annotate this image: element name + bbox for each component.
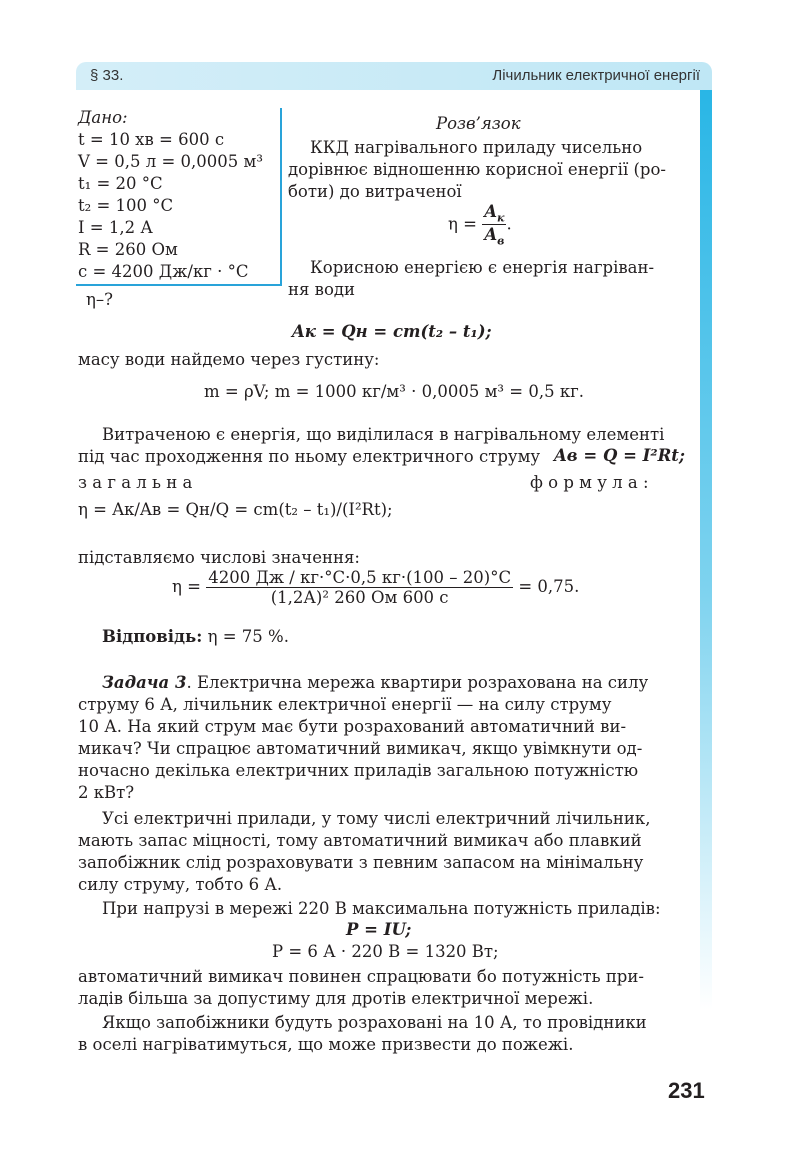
av-formula: Aв = Q = I²Rt; xyxy=(554,446,686,465)
solution-line: ККД нагрівального приладу чисельно xyxy=(310,138,643,157)
task3-line: 2 кВт? xyxy=(78,783,135,802)
solution-line: Корисною енергією є енергія нагріван- xyxy=(310,258,655,277)
section-topic: Лічильник електричної енергії xyxy=(492,67,700,84)
given-line: t = 10 хв = 600 с xyxy=(78,130,225,149)
eta-numeric-formula xyxy=(172,568,579,607)
body-line: ладів більша за допустиму для дротів електричної мережі. xyxy=(78,989,594,1008)
body-line: При напрузі в мережі 220 В максимальна потужність приладів: xyxy=(102,899,661,918)
eta-numeric-den: (1,2А)² 260 Ом 600 с xyxy=(270,588,449,607)
power-calc-formula: P = 6 А · 220 В = 1320 Вт; xyxy=(272,942,499,961)
page-number: 231 xyxy=(668,1078,705,1103)
eta-den: A xyxy=(484,225,498,245)
given-line: V = 0,5 л = 0,0005 м³ xyxy=(78,152,263,171)
eta-end: . xyxy=(506,214,512,234)
given-line: R = 260 Ом xyxy=(78,240,178,259)
eta-lhs: η = xyxy=(448,214,477,234)
given-line: t₂ = 100 °С xyxy=(78,196,174,215)
given-title: Дано: xyxy=(78,108,128,127)
ak-formula: Aк = Qн = cm(t₂ – t₁); xyxy=(292,322,492,341)
answer-value: η = 75 %. xyxy=(207,627,289,646)
eta-numeric-num: 4200 Дж / кг·°С·0,5 кг·(100 – 20)°С xyxy=(208,568,512,587)
task3-line: 10 А. На який струм має бути розрахований автоматичний ви- xyxy=(78,717,627,736)
body-line: мають запас міцності, тому автоматичний вимикач або плавкий xyxy=(78,831,642,850)
answer xyxy=(102,626,289,647)
eta-numeric-fraction xyxy=(206,568,513,607)
general-word: з а г а л ь н а xyxy=(78,473,193,492)
section-number: § 33. xyxy=(90,67,124,84)
solution-line: ня води xyxy=(288,280,356,299)
task3-first-line: Задача 3. Електрична мережа квартири розрахована на силу xyxy=(102,673,649,692)
eta-numeric-result: = 0,75. xyxy=(518,577,580,596)
task3-label: Задача 3 xyxy=(102,673,187,692)
given-line: I = 1,2 А xyxy=(78,218,153,237)
eta-den-sub: в xyxy=(497,234,505,248)
mass-intro: масу води найдемо через густину: xyxy=(78,350,380,369)
eta-symbol: η = xyxy=(172,577,201,596)
body-line: автоматичний вимикач повинен спрацювати бо потужність при- xyxy=(78,967,644,986)
solution-title: Розв’язок xyxy=(436,114,521,133)
task3-line: ночасно декілька електричних приладів загальною потужністю xyxy=(78,761,639,780)
subst-intro: підставляємо числові значення: xyxy=(78,548,360,567)
body-line: під час проходження по ньому електричного струму xyxy=(78,447,541,466)
task3-line: микач? Чи спрацює автоматичний вимикач, якщо увімкнути од- xyxy=(78,739,643,758)
solution-line: боти) до витраченої xyxy=(288,182,462,201)
eta-fraction xyxy=(482,202,506,248)
power-formula: P = IU; xyxy=(346,920,412,939)
side-color-strip xyxy=(700,90,712,1010)
task3-line: струму 6 А, лічильник електричної енергії — на силу струму xyxy=(78,695,612,714)
body-line: Витраченою є енергія, що виділилася в нагрівальному елементі xyxy=(102,425,665,444)
body-line: запобіжник слід розраховувати з певним запасом на мінімальну xyxy=(78,853,644,872)
eta-num: A xyxy=(484,202,498,221)
mass-formula: m = ρV; m = 1000 кг/м³ · 0,0005 м³ = 0,5 кг. xyxy=(204,382,585,401)
given-divider-vertical xyxy=(280,108,282,286)
eta-num-sub: к xyxy=(497,211,505,225)
given-line: t₁ = 20 °С xyxy=(78,174,163,193)
task3-line: Електрична мережа квартири розрахована на силу xyxy=(196,673,649,692)
body-line: в оселі нагріватимуться, що може призвести до пожежі. xyxy=(78,1035,574,1054)
given-line: c = 4200 Дж/кг · °С xyxy=(78,262,249,281)
answer-label: Відповідь: xyxy=(102,627,203,646)
given-find: η–? xyxy=(86,290,113,309)
body-line: Усі електричні прилади, у тому числі електричний лічильник, xyxy=(102,809,651,828)
body-line: силу струму, тобто 6 А. xyxy=(78,875,283,894)
eta-definition-formula xyxy=(448,202,512,248)
page-header xyxy=(76,62,712,90)
given-divider-horizontal xyxy=(76,284,282,286)
formula-word: ф о р м у л а : xyxy=(530,473,649,492)
body-line: Якщо запобіжники будуть розраховані на 10 А, то провідники xyxy=(102,1013,647,1032)
eta-general-formula: η = Aк/Aв = Qн/Q = cm(t₂ – t₁)/(I²Rt); xyxy=(78,500,393,519)
solution-line: дорівнює відношенню корисної енергії (ро- xyxy=(288,160,666,179)
